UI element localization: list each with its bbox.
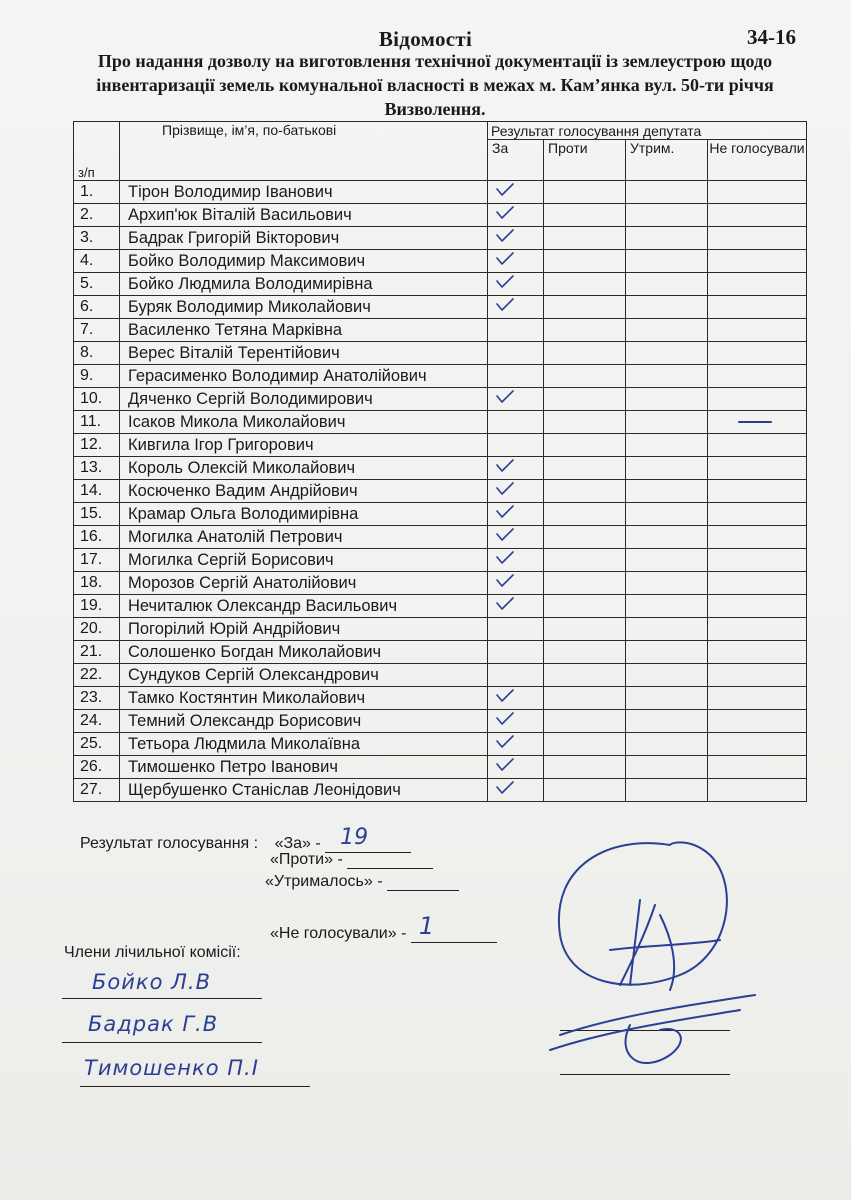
check-mark-icon [496,573,514,587]
check-mark-icon [496,780,514,794]
member-3-signature: Тимошенко П.І [84,1056,259,1080]
vote-cell-for [488,664,544,687]
row-deputy-name: Архип'юк Віталій Васильович [120,204,488,227]
vote-cell-against [544,572,626,595]
vote-cell-against [544,779,626,802]
table-row [74,549,807,572]
check-mark-icon [496,734,514,748]
vote-cell-abstain [626,250,708,273]
vote-cell-against [544,204,626,227]
row-deputy-name: Герасименко Володимир Анатолійович [120,365,488,388]
row-deputy-name: Король Олексій Миколайович [120,457,488,480]
vote-cell-abstain [626,181,708,204]
vote-cell-for [488,273,544,296]
table-row [74,618,807,641]
vote-cell-abstain [626,434,708,457]
table-row [74,779,807,802]
table-row [74,365,807,388]
vote-cell-not-voted [708,365,807,388]
vote-cell-for [488,687,544,710]
vote-cell-abstain [626,756,708,779]
row-deputy-name: Дяченко Сергій Володимирович [120,388,488,411]
vote-cell-against [544,457,626,480]
vote-cell-abstain [626,572,708,595]
table-row [74,756,807,779]
vote-cell-for [488,526,544,549]
vote-cell-for [488,342,544,365]
row-deputy-name: Бойко Людмила Володимирівна [120,273,488,296]
vote-cell-against [544,319,626,342]
vote-cell-against [544,411,626,434]
row-number: 25. [74,733,120,756]
vote-cell-for [488,227,544,250]
row-number: 15. [74,503,120,526]
vote-cell-against [544,342,626,365]
row-deputy-name: Бадрак Григорій Вікторович [120,227,488,250]
vote-cell-not-voted [708,618,807,641]
dash-mark-icon [738,421,772,423]
vote-cell-abstain [626,457,708,480]
vote-cell-for [488,204,544,227]
results-for-label: «За» - [274,835,321,852]
row-number: 19. [74,595,120,618]
vote-cell-for [488,319,544,342]
check-mark-icon [496,228,514,242]
vote-cell-for [488,457,544,480]
vote-cell-not-voted [708,181,807,204]
vote-cell-not-voted [708,319,807,342]
check-mark-icon [496,274,514,288]
vote-cell-for [488,434,544,457]
vote-cell-against [544,618,626,641]
table-row [74,273,807,296]
row-deputy-name: Могилка Сергій Борисович [120,549,488,572]
check-mark-icon [496,297,514,311]
row-deputy-name: Крамар Ольга Володимирівна [120,503,488,526]
row-number: 10. [74,388,120,411]
check-mark-icon [496,182,514,196]
row-deputy-name: Темний Олександр Борисович [120,710,488,733]
header-result-group: Результат голосування депутата [488,122,807,140]
row-number: 4. [74,250,120,273]
row-number: 12. [74,434,120,457]
results-not-voted-value: 1 [418,912,435,940]
vote-cell-not-voted [708,296,807,319]
check-mark-icon [496,688,514,702]
row-number: 16. [74,526,120,549]
vote-cell-for [488,411,544,434]
check-mark-icon [496,251,514,265]
commission-label: Члени лічильної комісії: [64,944,241,961]
vote-cell-not-voted [708,687,807,710]
vote-cell-abstain [626,296,708,319]
vote-cell-against [544,227,626,250]
results-abstain-label: «Утрималось» - [265,873,383,890]
vote-cell-abstain [626,687,708,710]
vote-cell-abstain [626,664,708,687]
vote-cell-not-voted [708,503,807,526]
table-row [74,710,807,733]
row-number: 9. [74,365,120,388]
vote-cell-against [544,273,626,296]
vote-cell-not-voted [708,457,807,480]
vote-cell-against [544,388,626,411]
vote-cell-against [544,549,626,572]
vote-cell-not-voted [708,733,807,756]
row-number: 13. [74,457,120,480]
row-deputy-name: Сундуков Сергій Олександрович [120,664,488,687]
vote-cell-abstain [626,549,708,572]
header-for: За [488,140,544,181]
vote-cell-not-voted [708,664,807,687]
table-row [74,526,807,549]
table-row [74,687,807,710]
row-number: 21. [74,641,120,664]
row-number: 26. [74,756,120,779]
check-mark-icon [496,527,514,541]
vote-cell-abstain [626,342,708,365]
commission-block [64,944,241,962]
vote-cell-not-voted [708,273,807,296]
member-3-line [80,1086,310,1087]
vote-cell-abstain [626,411,708,434]
row-deputy-name: Буряк Володимир Миколайович [120,296,488,319]
document-number: 34-16 [747,25,796,49]
vote-cell-abstain [626,273,708,296]
row-deputy-name: Тимошенко Петро Іванович [120,756,488,779]
row-number: 11. [74,411,120,434]
vote-cell-not-voted [708,779,807,802]
table-row [74,641,807,664]
vote-cell-for [488,365,544,388]
row-deputy-name: Косюченко Вадим Андрійович [120,480,488,503]
row-deputy-name: Тірон Володимир Іванович [120,181,488,204]
vote-cell-for [488,595,544,618]
vote-cell-abstain [626,365,708,388]
check-mark-icon [496,757,514,771]
header-number: з/п [74,122,120,181]
vote-cell-against [544,503,626,526]
vote-cell-against [544,526,626,549]
member-1-line [62,998,262,999]
vote-cell-against [544,710,626,733]
vote-cell-against [544,181,626,204]
vote-cell-not-voted [708,227,807,250]
row-deputy-name: Тамко Костянтин Миколайович [120,687,488,710]
vote-cell-abstain [626,503,708,526]
row-deputy-name: Щербушенко Станіслав Леонідович [120,779,488,802]
row-number: 17. [74,549,120,572]
vote-cell-against [544,480,626,503]
vote-cell-abstain [626,595,708,618]
header-not-voted: Не голосували [708,140,807,181]
row-deputy-name: Василенко Тетяна Марківна [120,319,488,342]
results-for-value: 19 [340,825,369,850]
vote-cell-for [488,733,544,756]
vote-cell-not-voted [708,549,807,572]
row-deputy-name: Нечиталюк Олександр Васильович [120,595,488,618]
vote-cell-abstain [626,480,708,503]
table-row [74,388,807,411]
vote-cell-not-voted [708,595,807,618]
vote-cell-abstain [626,526,708,549]
table-row [74,503,807,526]
check-mark-icon [496,458,514,472]
vote-cell-for [488,480,544,503]
vote-cell-not-voted [708,250,807,273]
vote-cell-abstain [626,319,708,342]
row-deputy-name: Бойко Володимир Максимович [120,250,488,273]
row-number: 20. [74,618,120,641]
vote-cell-against [544,365,626,388]
table-row [74,181,807,204]
vote-cell-not-voted [708,572,807,595]
header-against: Проти [544,140,626,181]
vote-cell-against [544,296,626,319]
header-abstain: Утрим. [626,140,708,181]
vote-cell-not-voted [708,411,807,434]
vote-cell-not-voted [708,342,807,365]
row-deputy-name: Морозов Сергій Анатолійович [120,572,488,595]
member-1-signature: Бойко Л.В [92,970,211,994]
bleed-through-text [260,945,500,1175]
vote-cell-against [544,664,626,687]
row-number: 8. [74,342,120,365]
row-deputy-name: Ісаков Микола Миколайович [120,411,488,434]
vote-cell-against [544,756,626,779]
vote-cell-abstain [626,779,708,802]
vote-cell-abstain [626,641,708,664]
check-mark-icon [496,389,514,403]
row-number: 22. [74,664,120,687]
vote-cell-for [488,756,544,779]
results-label: Результат голосування : [80,835,259,852]
document-subtitle: Про надання дозволу на виготовлення технічної документації із землеустрою щодо інвентаризації земель комунальної власності в межах м. Кам’янка вул. 50-ти річчя Визволення. [96,51,774,119]
member-2-signature: Бадрак Г.В [88,1012,219,1036]
vote-cell-for [488,710,544,733]
table-row [74,319,807,342]
vote-cell-abstain [626,710,708,733]
vote-cell-not-voted [708,641,807,664]
vote-cell-for [488,618,544,641]
row-number: 2. [74,204,120,227]
signature-icon [520,825,780,1085]
header-name: Прізвище, ім’я, по-батькові [120,122,488,181]
row-number: 1. [74,181,120,204]
vote-cell-for [488,549,544,572]
vote-cell-for [488,503,544,526]
row-deputy-name: Погорілий Юрій Андрійович [120,618,488,641]
vote-cell-abstain [626,388,708,411]
vote-cell-abstain [626,227,708,250]
row-deputy-name: Кивгила Ігор Григорович [120,434,488,457]
table-row [74,434,807,457]
vote-cell-for [488,181,544,204]
vote-cell-against [544,250,626,273]
vote-cell-not-voted [708,756,807,779]
table-row [74,572,807,595]
check-mark-icon [496,481,514,495]
vote-cell-against [544,641,626,664]
document-title: Відомості [378,27,473,51]
member-2-line [62,1042,262,1043]
voting-table-body [74,181,807,802]
check-mark-icon [496,205,514,219]
vote-cell-for [488,572,544,595]
table-row [74,411,807,434]
vote-cell-not-voted [708,710,807,733]
check-mark-icon [496,550,514,564]
vote-cell-against [544,687,626,710]
vote-cell-for [488,641,544,664]
row-deputy-name: Верес Віталій Терентійович [120,342,488,365]
row-number: 6. [74,296,120,319]
row-number: 27. [74,779,120,802]
results-not-voted-label: «Не голосували» - [270,925,407,942]
table-row [74,595,807,618]
vote-cell-abstain [626,733,708,756]
table-row [74,664,807,687]
vote-cell-against [544,434,626,457]
check-mark-icon [496,596,514,610]
row-number: 24. [74,710,120,733]
vote-cell-not-voted [708,480,807,503]
vote-cell-not-voted [708,388,807,411]
check-mark-icon [496,504,514,518]
table-row [74,342,807,365]
row-number: 14. [74,480,120,503]
vote-cell-abstain [626,618,708,641]
vote-cell-for [488,779,544,802]
table-row [74,457,807,480]
table-row [74,250,807,273]
vote-cell-against [544,733,626,756]
vote-cell-not-voted [708,526,807,549]
row-deputy-name: Солошенко Богдан Миколайович [120,641,488,664]
row-number: 7. [74,319,120,342]
vote-cell-abstain [626,204,708,227]
check-mark-icon [496,711,514,725]
vote-cell-for [488,388,544,411]
vote-cell-against [544,595,626,618]
table-row [74,296,807,319]
row-deputy-name: Тетьора Людмила Миколаївна [120,733,488,756]
vote-cell-for [488,296,544,319]
voting-table [73,121,807,802]
vote-cell-for [488,250,544,273]
results-against-label: «Проти» - [270,851,343,868]
table-row [74,204,807,227]
vote-cell-not-voted [708,434,807,457]
row-deputy-name: Могилка Анатолій Петрович [120,526,488,549]
row-number: 3. [74,227,120,250]
table-row [74,733,807,756]
vote-cell-not-voted [708,204,807,227]
row-number: 5. [74,273,120,296]
table-row [74,227,807,250]
row-number: 23. [74,687,120,710]
table-row [74,480,807,503]
row-number: 18. [74,572,120,595]
